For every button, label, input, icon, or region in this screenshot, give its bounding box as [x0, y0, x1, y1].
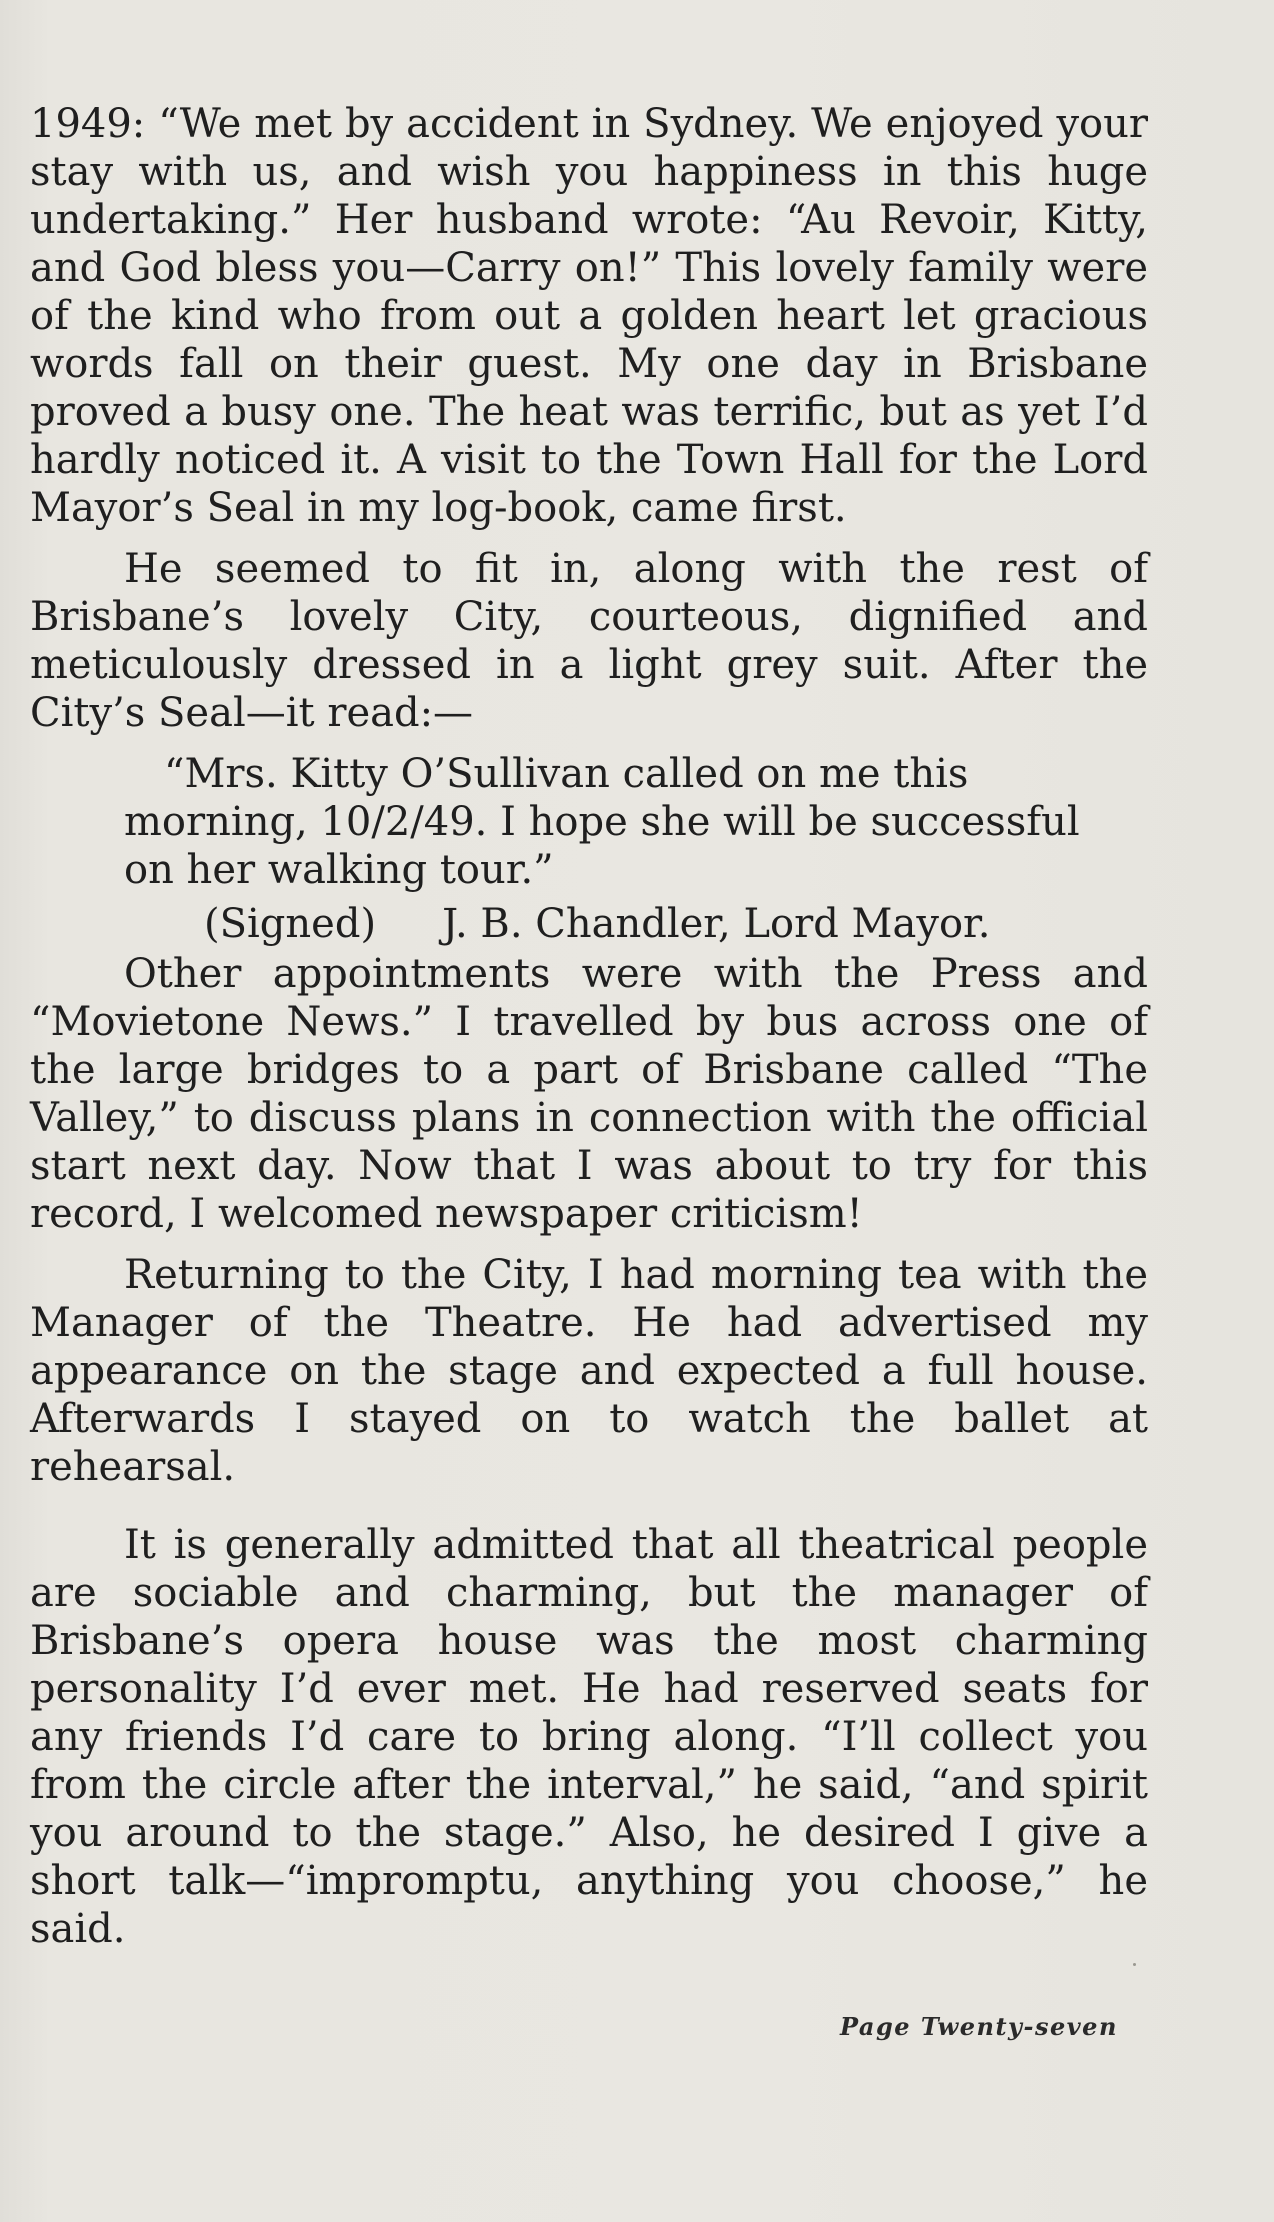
paragraph-lord-mayor: He seemed to fit in, along with the rest of Brisbane’s lovely City, courteous, dignified and meticulously dressed in a light grey suit. After the City’s Seal—it read:— [30, 546, 1148, 736]
seal-quote: “Mrs. Kitty O’Sullivan called on me this morning, 10/2/49. I hope she will be successful on her walking tour.” [124, 751, 1080, 893]
signed-label: (Signed) [204, 901, 377, 947]
page-body [30, 100, 1148, 1966]
paragraph-letter-continuation: 1949: “We met by accident in Sydney. We enjoyed your stay with us, and wish you happiness in this huge undertaking.” Her husband wrote: “Au Revoir, Kitty, and God bless you—Carry on!” This lovely family were of the kind who from out a golden heart let gracious words fall on their guest. My one day in Brisbane proved a busy one. The heat was terrific, but as yet I’d hardly noticed it. A visit to the Town Hall for the Lord Mayor’s Seal in my log-book, came first. [30, 101, 1148, 531]
paper-speck [1133, 1963, 1136, 1966]
signed-name: J. B. Chandler, Lord Mayor. [442, 901, 991, 947]
signature-line [30, 900, 1148, 948]
paragraph-appointments: Other appointments were with the Press and “Movietone News.” I travelled by bus across one of the large bridges to a part of Brisbane called “The Valley,” to discuss plans in connection with the official start next day. Now that I was about to try for this record, I welcomed newspaper criticism! [30, 951, 1148, 1237]
page-number-footer: Page Twenty-seven [840, 2012, 1118, 2041]
paragraph-theatre: Returning to the City, I had morning tea with the Manager of the Theatre. He had advertised my appearance on the stage and expected a full house. Afterwards I stayed on to watch the ballet at rehearsal. [30, 1252, 1148, 1490]
paragraph-opera-house: It is generally admitted that all theatrical people are sociable and charming, but the manager of Brisbane’s opera house was the most charming personality I’d ever met. He had reserved seats for any friends I’d care to bring along. “I’ll collect you from the circle after the interval,” he said, “and spirit you around to the stage.” Also, he desired I give a short talk—“impromptu, anything you choose,” he said. [30, 1522, 1148, 1952]
